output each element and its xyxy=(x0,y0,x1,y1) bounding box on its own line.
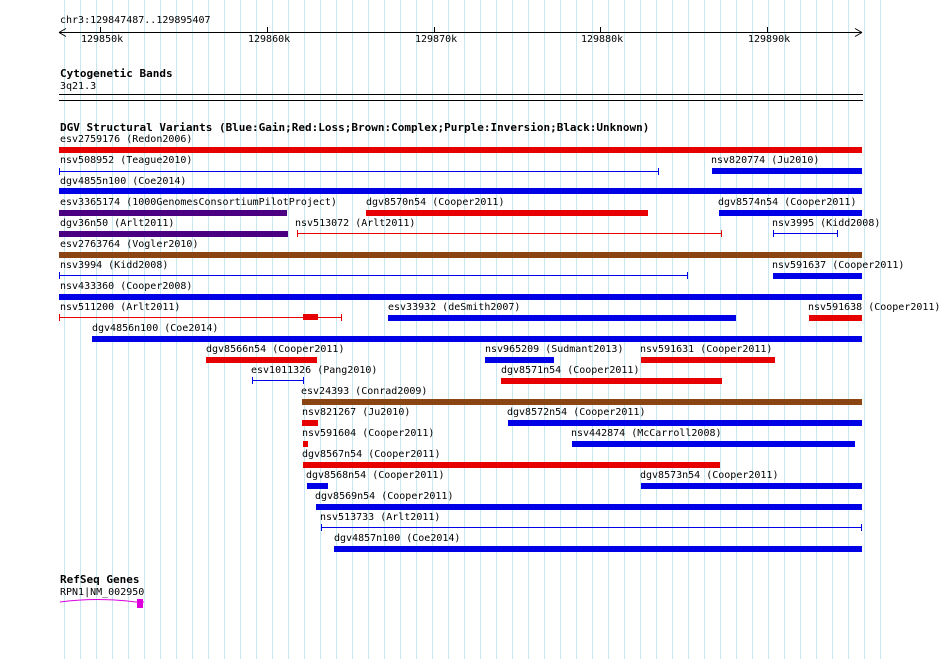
refseq-track-title[interactable]: RefSeq Genes xyxy=(60,573,140,586)
grid-line xyxy=(576,0,577,659)
variant-label[interactable]: dgv8571n54 (Cooper2011) xyxy=(501,365,640,376)
gene-intron-arc xyxy=(60,600,136,603)
variant-bar[interactable] xyxy=(641,483,862,489)
variant-bar[interactable] xyxy=(712,168,862,174)
variant-span-end xyxy=(297,230,298,237)
variant-span-line[interactable] xyxy=(321,527,862,528)
variant-bar[interactable] xyxy=(501,378,722,384)
variant-label[interactable]: dgv8574n54 (Cooper2011) xyxy=(718,197,857,208)
variant-label[interactable]: dgv8566n54 (Cooper2011) xyxy=(206,344,345,355)
variant-label[interactable]: esv2763764 (Vogler2010) xyxy=(60,239,199,250)
variant-bar[interactable] xyxy=(59,252,862,258)
ruler-tick xyxy=(434,27,435,33)
variant-bar[interactable] xyxy=(719,210,862,216)
variant-label[interactable]: esv3365174 (1000GenomesConsortiumPilotProject) xyxy=(60,197,337,208)
variant-span-end xyxy=(773,230,774,237)
grid-line xyxy=(720,0,721,659)
variant-label[interactable]: esv1011326 (Pang2010) xyxy=(251,365,378,376)
gene-exon-block xyxy=(137,599,143,608)
cytoband-label: 3q21.3 xyxy=(60,81,97,92)
grid-line xyxy=(832,0,833,659)
variant-bar[interactable] xyxy=(388,315,736,321)
grid-line xyxy=(400,0,401,659)
grid-line xyxy=(544,0,545,659)
variant-bar[interactable] xyxy=(59,188,862,194)
variant-bar[interactable] xyxy=(59,294,862,300)
ruler-tick-label: 129870k xyxy=(415,34,458,45)
variant-label[interactable]: nsv821267 (Ju2010) xyxy=(302,407,411,418)
grid-line xyxy=(608,0,609,659)
variant-label[interactable]: dgv36n50 (Arlt2011) xyxy=(60,218,175,229)
variant-span-end xyxy=(59,272,60,279)
variant-span-end xyxy=(861,524,862,531)
grid-line xyxy=(384,0,385,659)
variant-label[interactable]: nsv591604 (Cooper2011) xyxy=(302,428,435,439)
grid-line xyxy=(496,0,497,659)
ruler-tick xyxy=(100,27,101,33)
variant-label[interactable]: dgv8570n54 (Cooper2011) xyxy=(366,197,505,208)
ruler-tick-label: 129850k xyxy=(81,34,124,45)
variant-label[interactable]: nsv3995 (Kidd2008) xyxy=(772,218,881,229)
variant-span-end xyxy=(59,314,60,321)
grid-line xyxy=(816,0,817,659)
variant-span-line[interactable] xyxy=(252,380,304,381)
grid-line xyxy=(272,0,273,659)
variant-bar[interactable] xyxy=(334,546,862,552)
variant-bar[interactable] xyxy=(572,441,855,447)
variant-label[interactable]: nsv511200 (Arlt2011) xyxy=(60,302,181,313)
grid-line xyxy=(336,0,337,659)
variant-bar[interactable] xyxy=(92,336,862,342)
variant-label[interactable]: nsv513072 (Arlt2011) xyxy=(295,218,416,229)
variant-span-end xyxy=(252,377,253,384)
variant-bar[interactable] xyxy=(59,147,862,153)
variant-span-line[interactable] xyxy=(59,171,659,172)
grid-line xyxy=(256,0,257,659)
variant-label[interactable]: dgv8573n54 (Cooper2011) xyxy=(640,470,779,481)
variant-label[interactable]: nsv3994 (Kidd2008) xyxy=(60,260,169,271)
cytoband-track-title[interactable]: Cytogenetic Bands xyxy=(60,67,173,80)
grid-line xyxy=(848,0,849,659)
grid-line xyxy=(224,0,225,659)
variant-label[interactable]: nsv513733 (Arlt2011) xyxy=(320,512,441,523)
grid-line xyxy=(784,0,785,659)
grid-line xyxy=(368,0,369,659)
variant-label[interactable]: dgv8569n54 (Cooper2011) xyxy=(315,491,454,502)
ruler-tick xyxy=(767,27,768,33)
ruler-tick-label: 129890k xyxy=(748,34,791,45)
ruler-tick xyxy=(600,27,601,33)
grid-line xyxy=(768,0,769,659)
cytoband-top-line xyxy=(59,94,863,95)
variant-label[interactable]: nsv820774 (Ju2010) xyxy=(711,155,820,166)
variant-bar[interactable] xyxy=(809,315,862,321)
variant-span-line[interactable] xyxy=(297,233,722,234)
variant-span-end xyxy=(303,377,304,384)
variant-span-line[interactable] xyxy=(59,275,688,276)
variant-span-end xyxy=(658,168,659,175)
variant-label[interactable]: nsv591638 (Cooper2011) xyxy=(808,302,940,313)
grid-line xyxy=(304,0,305,659)
grid-line xyxy=(624,0,625,659)
grid-line xyxy=(800,0,801,659)
variant-span-line[interactable] xyxy=(59,317,342,318)
grid-line xyxy=(240,0,241,659)
grid-line xyxy=(880,0,881,659)
variant-label[interactable]: nsv591631 (Cooper2011) xyxy=(640,344,773,355)
grid-line xyxy=(512,0,513,659)
grid-line xyxy=(480,0,481,659)
variant-bar[interactable] xyxy=(307,483,328,489)
variant-bar[interactable] xyxy=(206,357,317,363)
ruler-coordinates: chr3:129847487..129895407 xyxy=(60,15,211,26)
variant-bar[interactable] xyxy=(366,210,648,216)
cytoband-bottom-line xyxy=(59,100,863,101)
variant-bar[interactable] xyxy=(59,210,287,216)
dgv-track-title[interactable]: DGV Structural Variants (Blue:Gain;Red:Loss;Brown:Complex;Purple:Inversion;Black:Unknown) xyxy=(60,121,650,134)
grid-line xyxy=(688,0,689,659)
grid-line xyxy=(64,0,65,659)
variant-bar[interactable] xyxy=(773,273,862,279)
grid-line xyxy=(592,0,593,659)
variant-label[interactable]: dgv4855n100 (Coe2014) xyxy=(60,176,187,187)
ruler-tick-label: 129880k xyxy=(581,34,624,45)
grid-line xyxy=(752,0,753,659)
grid-line xyxy=(80,0,81,659)
variant-bar[interactable] xyxy=(302,420,318,426)
refseq-gene-glyph[interactable] xyxy=(58,596,158,612)
variant-label[interactable]: dgv8572n54 (Cooper2011) xyxy=(507,407,646,418)
variant-label[interactable]: dgv4856n100 (Coe2014) xyxy=(92,323,219,334)
variant-span-end xyxy=(721,230,722,237)
refseq-gene-label[interactable]: RPN1|NM_002950 xyxy=(60,587,145,598)
variant-label[interactable]: esv33932 (deSmith2007) xyxy=(388,302,521,313)
variant-span-end xyxy=(837,230,838,237)
grid-line xyxy=(528,0,529,659)
variant-bar[interactable] xyxy=(316,504,862,510)
grid-line xyxy=(416,0,417,659)
variant-bar[interactable] xyxy=(303,441,308,447)
grid-line xyxy=(432,0,433,659)
grid-line xyxy=(448,0,449,659)
grid-line xyxy=(352,0,353,659)
variant-span-end xyxy=(59,168,60,175)
grid-line xyxy=(736,0,737,659)
variant-bar[interactable] xyxy=(508,420,862,426)
variant-label[interactable]: dgv8568n54 (Cooper2011) xyxy=(306,470,445,481)
grid-line xyxy=(640,0,641,659)
ruler-tick-label: 129860k xyxy=(248,34,291,45)
grid-line xyxy=(864,0,865,659)
variant-span-line[interactable] xyxy=(773,233,838,234)
grid-line xyxy=(288,0,289,659)
grid-line xyxy=(560,0,561,659)
grid-line xyxy=(656,0,657,659)
variant-span-end xyxy=(687,272,688,279)
variant-block[interactable] xyxy=(303,314,318,320)
variant-bar[interactable] xyxy=(641,357,775,363)
grid-line xyxy=(672,0,673,659)
variant-bar[interactable] xyxy=(303,462,720,468)
variant-span-end xyxy=(341,314,342,321)
variant-label[interactable]: dgv4857n100 (Coe2014) xyxy=(334,533,461,544)
variant-label[interactable]: esv2759176 (Redon2006) xyxy=(60,134,193,145)
variant-bar[interactable] xyxy=(59,231,288,237)
variant-label[interactable]: nsv442874 (McCarroll2008) xyxy=(571,428,722,439)
grid-line xyxy=(704,0,705,659)
ruler-tick xyxy=(267,27,268,33)
variant-bar[interactable] xyxy=(302,399,862,405)
grid-line xyxy=(320,0,321,659)
variant-label[interactable]: nsv508952 (Teague2010) xyxy=(60,155,193,166)
variant-label[interactable]: nsv433360 (Cooper2008) xyxy=(60,281,193,292)
grid-line xyxy=(464,0,465,659)
variant-span-end xyxy=(321,524,322,531)
variant-label[interactable]: nsv965209 (Sudmant2013) xyxy=(485,344,624,355)
variant-label[interactable]: esv24393 (Conrad2009) xyxy=(301,386,428,397)
variant-label[interactable]: dgv8567n54 (Cooper2011) xyxy=(302,449,441,460)
variant-bar[interactable] xyxy=(485,357,554,363)
variant-label[interactable]: nsv591637 (Cooper2011) xyxy=(772,260,905,271)
